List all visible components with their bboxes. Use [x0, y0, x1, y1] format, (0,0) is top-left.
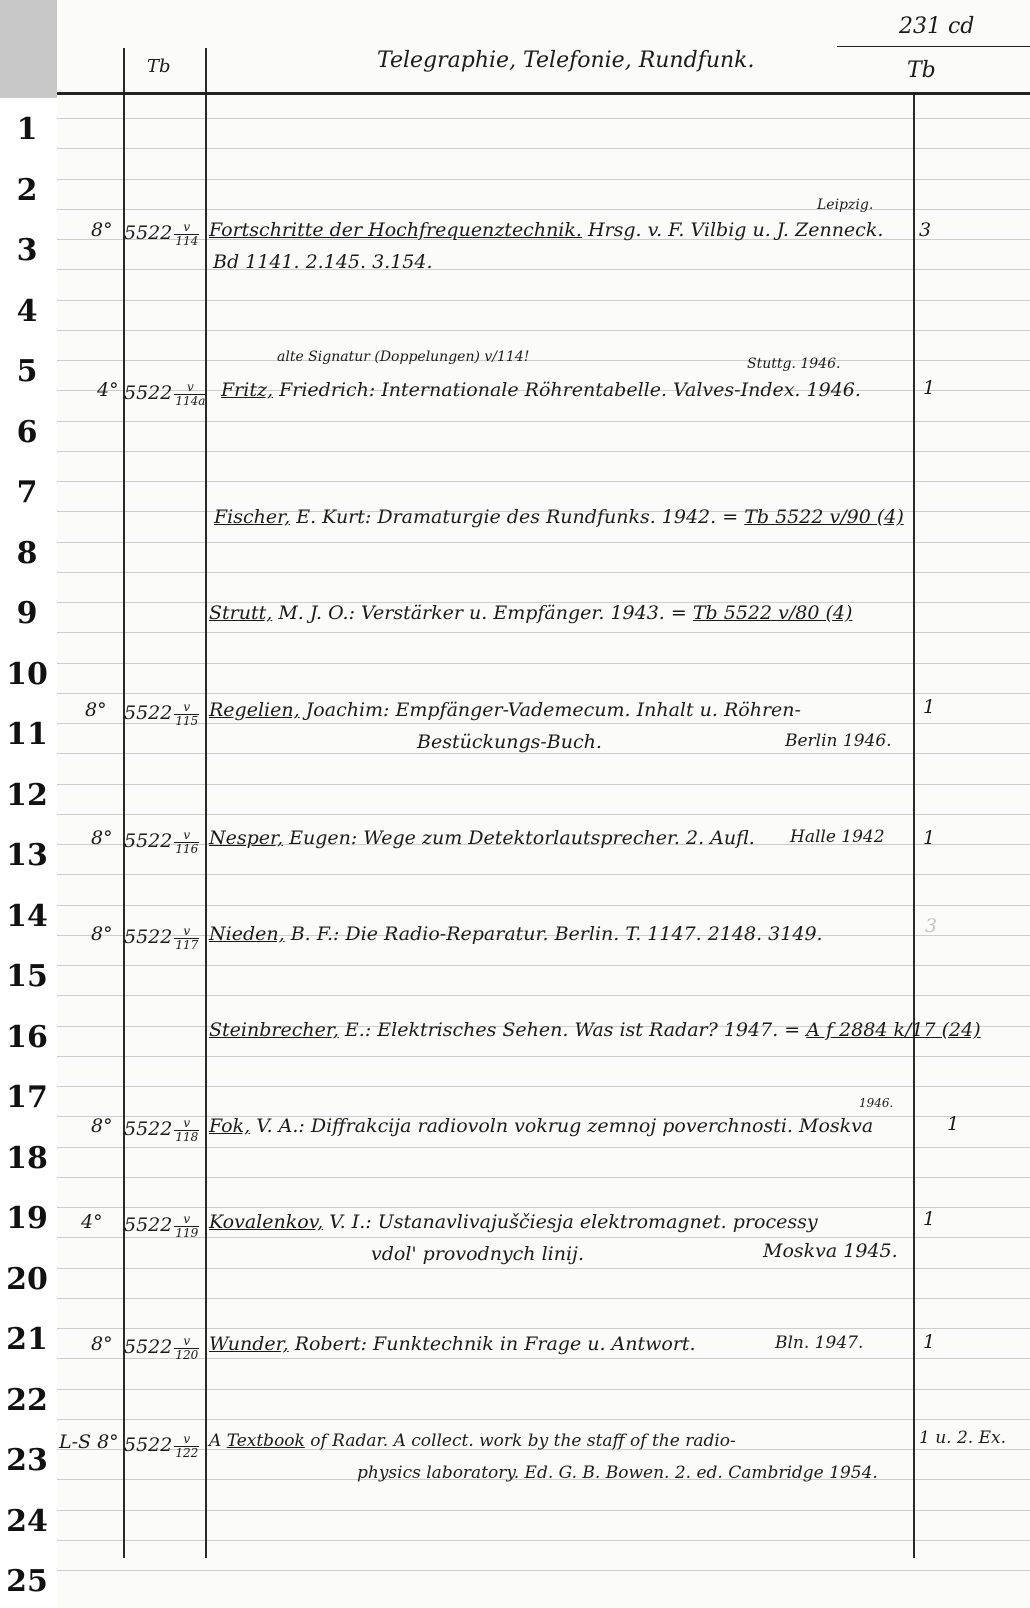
line-number: 24 [6, 1503, 48, 1539]
line-number: 2 [16, 172, 38, 208]
format: 8° [91, 923, 113, 945]
line-number: 10 [6, 656, 48, 692]
line-number: 7 [16, 475, 38, 510]
ruled-line [57, 360, 1030, 361]
place: Moskva 1945. [763, 1240, 898, 1262]
ruled-line [57, 1328, 1030, 1329]
ruled-line [57, 1086, 1030, 1087]
ruled-line [57, 148, 1030, 149]
copy-count: 1 [923, 1331, 936, 1353]
cross-reference: A f 2884 k/17 (24) [806, 1019, 981, 1041]
entry-text-continued: physics laboratory. Ed. G. B. Bowen. 2. ed. Cambridge 1954. [357, 1463, 878, 1483]
ruled-line [57, 1177, 1030, 1178]
line-number: 17 [6, 1080, 48, 1115]
ruled-line [57, 1540, 1030, 1541]
ruled-line [57, 1510, 1030, 1511]
classmark-top: 231 cd [899, 14, 975, 39]
ruled-line [57, 723, 1030, 724]
shelfmark: 5522 $\frac{v}{122}$ [124, 1432, 199, 1460]
format: 8° [91, 219, 113, 241]
page-title: Telegraphie, Telefonie, Rundfunk. [377, 48, 755, 73]
entry-text-continued: vdol' provodnych linij. [371, 1243, 584, 1265]
ruled-line [57, 179, 1030, 180]
line-number: 19 [6, 1201, 48, 1236]
shelfmark: 5522 $\frac{v}{114}$ [124, 220, 199, 248]
entry-text: Fortschritte der Hochfrequenztechnik. Hrsg. v. F. Vilbig u. J. Zenneck. [209, 219, 884, 241]
shelfmark: 5522 $\frac{v}{116}$ [124, 828, 199, 856]
entry-text: Regelien, Joachim: Empfänger-Vademecum. Inhalt u. Röhren- [209, 699, 801, 721]
entry-text: Wunder, Robert: Funktechnik in Frage u. Antwort. [209, 1333, 696, 1355]
shelfmark: 5522 $\frac{v}{114a}$ [124, 380, 206, 408]
ruled-line [57, 1389, 1030, 1390]
ruled-line [57, 269, 1030, 270]
format: 8° [91, 827, 113, 849]
ruled-line [57, 753, 1030, 754]
classmark-bottom: Tb [907, 58, 936, 83]
ruled-line [57, 632, 1030, 633]
cross-reference: Tb 5522 v/90 (4) [744, 506, 904, 528]
line-number: 12 [6, 777, 48, 813]
place: Berlin 1946. [785, 731, 892, 751]
volumes-line: Bd 1141. 2.145. 3.154. [213, 251, 433, 273]
ruled-line [57, 300, 1030, 301]
copy-count: 3 [919, 219, 932, 241]
ruled-line [57, 693, 1030, 694]
shelfmark: 5522 $\frac{v}{119}$ [124, 1212, 199, 1240]
column-line-count [913, 92, 915, 1558]
ruled-line [57, 905, 1030, 906]
ruled-line [57, 209, 1030, 210]
ruled-line [57, 663, 1030, 664]
ruled-line [57, 1147, 1030, 1148]
classmark-rule [837, 46, 1030, 47]
ruled-line [57, 1207, 1030, 1208]
ruled-line [57, 874, 1030, 875]
format: 8° [91, 1115, 113, 1137]
ruled-line [57, 1056, 1030, 1057]
ruled-line [57, 481, 1030, 482]
ruled-line [57, 1419, 1030, 1420]
copy-count: 3 [925, 915, 938, 937]
annotation-note: alte Signatur (Doppelungen) v/114! [277, 349, 530, 365]
place: 1946. [859, 1096, 894, 1110]
format: 8° [85, 699, 107, 721]
shelfmark: 5522 $\frac{v}{118}$ [124, 1116, 199, 1144]
ruled-line [57, 1570, 1030, 1571]
copy-count: 1 [923, 696, 936, 718]
ruled-line [57, 421, 1030, 422]
column-line-format [123, 48, 125, 1558]
line-number: 21 [6, 1322, 48, 1357]
shelfmark: 5522 $\frac{v}{115}$ [124, 700, 199, 728]
line-number: 20 [6, 1261, 48, 1297]
line-number: 4 [16, 293, 38, 329]
line-number: 5 [16, 354, 38, 389]
ruled-line [57, 995, 1030, 996]
entry-text: Kovalenkov, V. I.: Ustanavlivajuščiesja elektromagnet. processy [209, 1211, 818, 1233]
line-number: 15 [6, 959, 48, 994]
ruled-line [57, 1268, 1030, 1269]
line-number: 25 [6, 1564, 48, 1599]
line-number: 8 [16, 535, 38, 571]
line-number: 9 [16, 596, 38, 631]
page-margin-shadow [0, 0, 57, 98]
ruled-line [57, 1237, 1030, 1238]
entry-text: Strutt, M. J. O.: Verstärker u. Empfänger. 1943. = Tb 5522 v/80 (4) [209, 602, 853, 624]
entry-text-continued: Bestückungs-Buch. [417, 731, 602, 753]
copy-count: 1 [947, 1113, 960, 1135]
column-line-shelfmark [205, 48, 207, 1558]
header-rule [57, 92, 1030, 95]
place: Leipzig. [817, 197, 874, 213]
line-number: 6 [16, 414, 38, 450]
ruled-line [57, 118, 1030, 119]
place: Halle 1942 [790, 827, 885, 847]
ruled-line [57, 1358, 1030, 1359]
line-number: 3 [16, 233, 38, 268]
entry-text: Fok, V. A.: Diffrakcija radiovoln vokrug zemnoj poverchnosti. Moskva [209, 1115, 874, 1137]
format: 4° [97, 379, 119, 401]
entry-text: Fischer, E. Kurt: Dramaturgie des Rundfunks. 1942. = Tb 5522 v/90 (4) [214, 506, 904, 528]
line-number: 16 [6, 1019, 48, 1055]
cross-reference: Tb 5522 v/80 (4) [692, 602, 853, 624]
entry-text: Nieden, B. F.: Die Radio-Reparatur. Berlin. T. 1147. 2148. 3149. [209, 923, 823, 945]
entry-text: Nesper, Eugen: Wege zum Detektorlautsprecher. 2. Aufl. [209, 827, 755, 849]
ruled-line [57, 542, 1030, 543]
copy-count: 1 [923, 827, 936, 849]
ruled-line [57, 814, 1030, 815]
place: Stuttg. 1946. [747, 356, 841, 372]
ruled-line [57, 965, 1030, 966]
entry-text: Steinbrecher, E.: Elektrisches Sehen. Was ist Radar? 1947. = A f 2884 k/17 (24) [209, 1019, 981, 1041]
line-number: 23 [6, 1443, 48, 1478]
ruled-line [57, 572, 1030, 573]
line-number-gutter [0, 98, 58, 1608]
ruled-line [57, 784, 1030, 785]
entry-text: A Textbook of Radar. A collect. work by the staff of the radio- [209, 1431, 736, 1451]
format: L-S 8° [59, 1431, 119, 1453]
shelfmark: 5522 $\frac{v}{117}$ [124, 924, 199, 952]
ghost-classmark-left: Tb [147, 56, 171, 77]
entry-text: Fritz, Friedrich: Internationale Röhrentabelle. Valves-Index. 1946. [221, 379, 861, 401]
format: 8° [91, 1333, 113, 1355]
place: Bln. 1947. [775, 1333, 864, 1353]
line-number: 1 [16, 112, 38, 147]
copy-count: 1 u. 2. Ex. [919, 1428, 1007, 1448]
ruled-line [57, 330, 1030, 331]
copy-count: 1 [923, 377, 936, 399]
ledger-sheet [57, 0, 1030, 1608]
line-number: 13 [6, 838, 48, 873]
line-number: 22 [6, 1382, 48, 1418]
format: 4° [81, 1211, 103, 1233]
copy-count: 1 [923, 1208, 936, 1230]
line-number: 11 [6, 717, 48, 752]
line-number: 18 [6, 1140, 48, 1176]
line-number: 14 [6, 898, 48, 934]
ruled-line [57, 1298, 1030, 1299]
shelfmark: 5522 $\frac{v}{120}$ [124, 1334, 199, 1362]
ruled-line [57, 451, 1030, 452]
